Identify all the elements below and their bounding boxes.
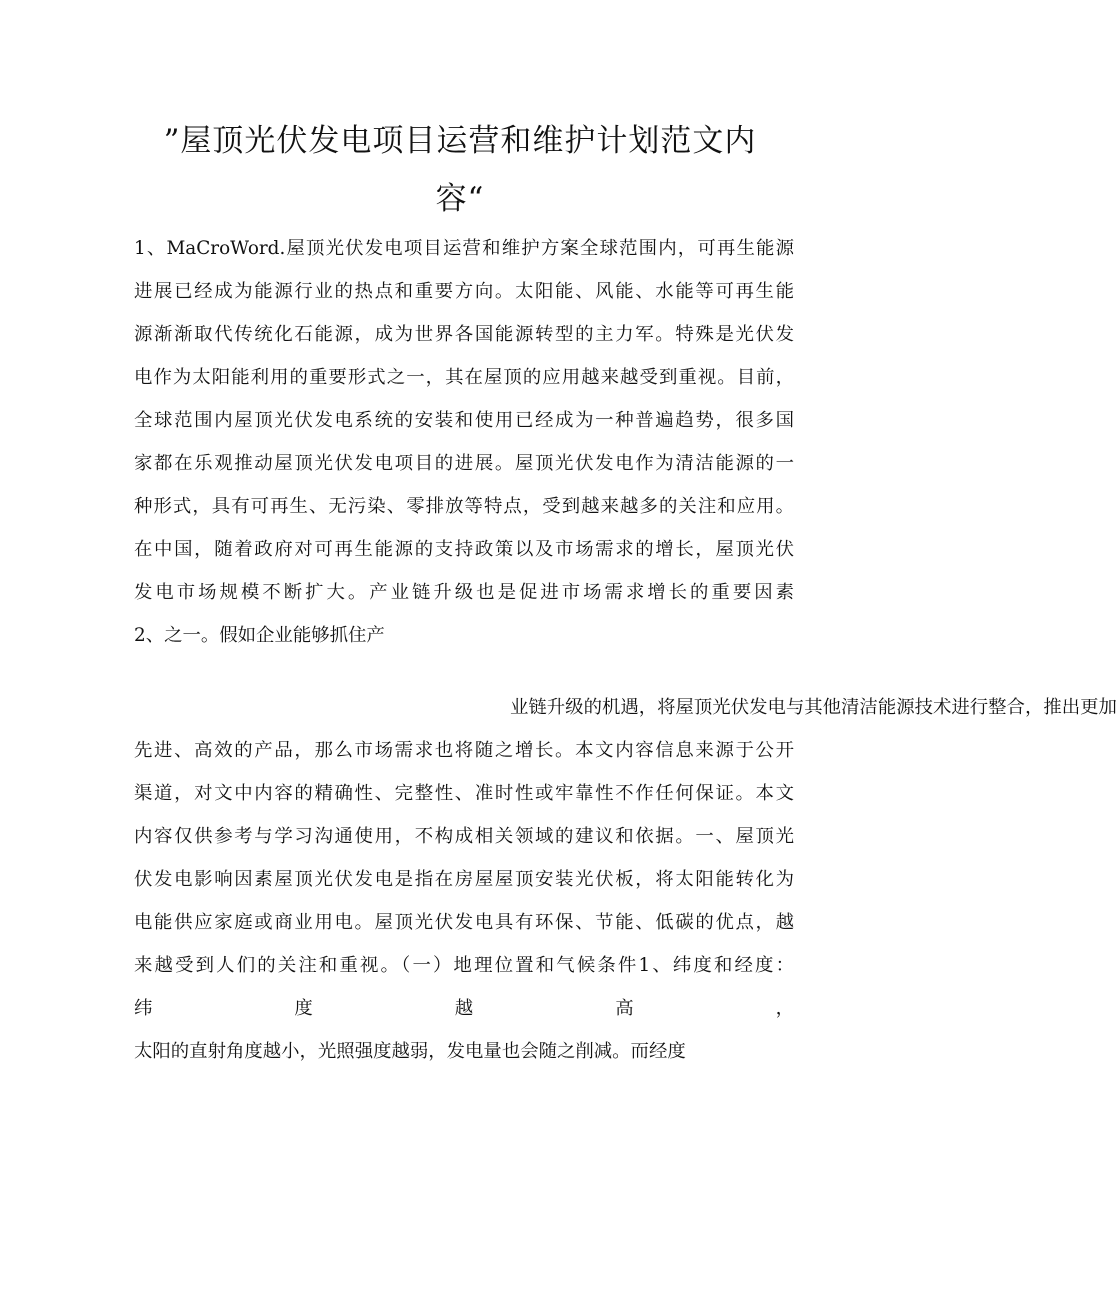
body-line: 1、MaCroWord.屋顶光伏发电项目运营和维护方案全球范围内，可再生能源 xyxy=(134,238,794,259)
body-line: 业链升级的机遇，将屋顶光伏发电与其他清洁能源技术进行整合，推出更加 xyxy=(510,697,1117,718)
body-line: 源渐渐取代传统化石能源，成为世界各国能源转型的主力军。特殊是光伏发 xyxy=(134,324,794,345)
body-line: 电能供应家庭或商业用电。屋顶光伏发电具有环保、节能、低碳的优点，越 xyxy=(134,912,794,933)
body-line: 全球范围内屋顶光伏发电系统的安装和使用已经成为一种普遍趋势，很多国 xyxy=(134,410,794,431)
body-line: 先进、高效的产品，那么市场需求也将随之增长。本文内容信息来源于公开 xyxy=(134,740,794,761)
body-line: 种形式，具有可再生、无污染、零排放等特点，受到越来越多的关注和应用。 xyxy=(134,496,794,517)
body-line: 伏发电影响因素屋顶光伏发电是指在房屋屋顶安装光伏板，将太阳能转化为 xyxy=(134,869,794,890)
title-line-2: 容“ xyxy=(435,181,485,217)
body-line: 电作为太阳能利用的重要形式之一，其在屋顶的应用越来越受到重视。目前， xyxy=(134,367,794,388)
title-line-1: ”屋顶光伏发电项目运营和维护计划范文内 xyxy=(163,123,757,159)
body-line: 来越受到人们的关注和重视。（一）地理位置和气候条件1、纬度和经度： xyxy=(134,955,794,976)
body-line: 发电市场规模不断扩大。产业链升级也是促进市场需求增长的重要因素 xyxy=(134,582,794,603)
body-line: 太阳的直射角度越小，光照强度越弱，发电量也会随之削减。而经度 xyxy=(134,1041,686,1062)
body-line: 渠道，对文中内容的精确性、完整性、准时性或牢靠性不作任何保证。本文 xyxy=(134,783,794,804)
body-line: 家都在乐观推动屋顶光伏发电项目的进展。屋顶光伏发电作为清洁能源的一 xyxy=(134,453,794,474)
body-line: 纬度越高， xyxy=(134,998,794,1019)
body-line: 进展已经成为能源行业的热点和重要方向。太阳能、风能、水能等可再生能 xyxy=(134,281,794,302)
body-line: 内容仅供参考与学习沟通使用，不构成相关领域的建议和依据。一、屋顶光 xyxy=(134,826,794,847)
body-line: 在中国，随着政府对可再生能源的支持政策以及市场需求的增长，屋顶光伏 xyxy=(134,539,794,560)
document-title xyxy=(140,112,780,228)
body-line: 2、之一。假如企业能够抓住产 xyxy=(134,625,385,646)
